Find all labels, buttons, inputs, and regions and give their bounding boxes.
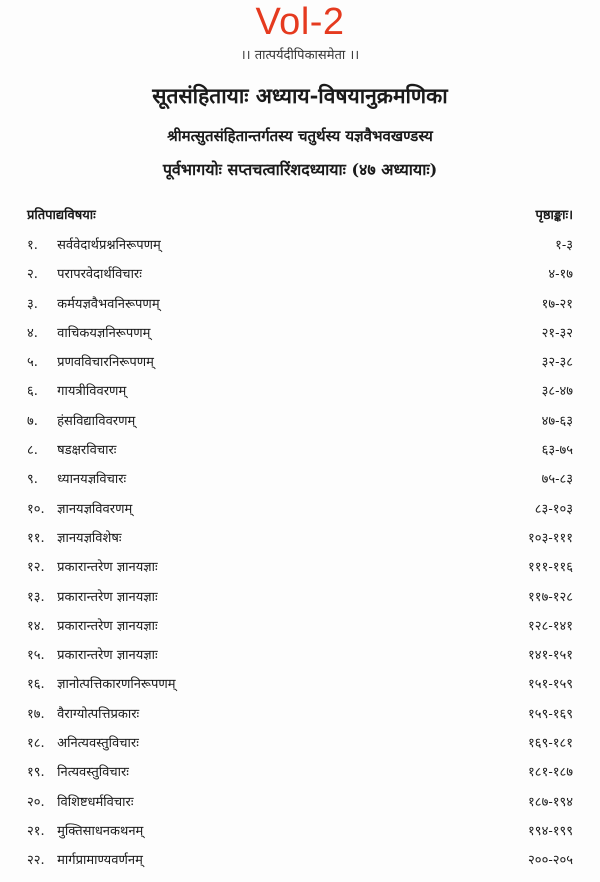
toc-entry bbox=[27, 383, 573, 412]
entry-pages: १२८-१४१ bbox=[528, 618, 573, 634]
toc-entry bbox=[27, 237, 573, 266]
pages-column-header: पृष्ठाङ्काः। bbox=[535, 208, 573, 223]
entry-pages: २००-२०५ bbox=[528, 853, 573, 869]
entry-title: हंसविद्याविवरणम् bbox=[57, 413, 136, 429]
entry-title: वैराग्योत्पत्तिप्रकारः bbox=[57, 706, 140, 722]
entry-pages: ७५-८३ bbox=[541, 472, 573, 488]
contents-list bbox=[27, 237, 573, 882]
toc-entry bbox=[27, 442, 573, 471]
entry-pages: १६९-१८१ bbox=[528, 736, 573, 752]
entry-number: ६. bbox=[27, 384, 38, 400]
toc-entry bbox=[27, 354, 573, 383]
toc-entry bbox=[27, 647, 573, 676]
entry-number: ९. bbox=[27, 472, 38, 488]
entry-number: १४. bbox=[27, 618, 45, 634]
entry-title: विशिष्टधर्मविचारः bbox=[57, 794, 134, 810]
toc-entry bbox=[27, 266, 573, 295]
entry-title: प्रकारान्तरेण ज्ञानयज्ञाः bbox=[57, 560, 158, 576]
toc-entry bbox=[27, 735, 573, 764]
entry-title: मुक्तिसाधनकथनम् bbox=[57, 823, 144, 839]
volume-banner: Vol-2 bbox=[255, 1, 345, 43]
entry-number: १३. bbox=[27, 589, 45, 605]
entry-pages: १०३-१११ bbox=[528, 530, 573, 546]
entry-title: ध्यानयज्ञविचारः bbox=[57, 472, 127, 488]
entry-title: ज्ञानयज्ञविशेषः bbox=[57, 530, 122, 546]
entry-number: ११. bbox=[27, 530, 45, 546]
entry-number: १९. bbox=[27, 765, 45, 781]
entry-title: कर्मयज्ञवैभवनिरूपणम् bbox=[57, 296, 160, 312]
toc-entry bbox=[27, 501, 573, 530]
entry-pages: ६३-७५ bbox=[541, 443, 573, 459]
entry-number: १५. bbox=[27, 648, 45, 664]
entry-pages: १४१-१५१ bbox=[528, 648, 573, 664]
entry-number: २०. bbox=[27, 794, 45, 810]
column-header bbox=[27, 205, 573, 223]
entry-title: सर्ववेदार्थप्रश्ननिरूपणम् bbox=[57, 238, 161, 253]
entry-pages: ३८-४७ bbox=[541, 384, 573, 400]
toc-entry bbox=[27, 764, 573, 793]
toc-entry bbox=[27, 325, 573, 354]
entry-title: प्रकारान्तरेण ज्ञानयज्ञाः bbox=[57, 589, 158, 605]
toc-entry bbox=[27, 559, 573, 588]
entry-title: प्रकारान्तरेण ज्ञानयज्ञाः bbox=[57, 648, 158, 664]
entry-pages: ३२-३८ bbox=[541, 355, 573, 371]
entry-title: षडक्षरविचारः bbox=[57, 443, 117, 459]
page-title: सूतसंहितायाः अध्याय-विषयानुक्रमणिका bbox=[152, 83, 448, 108]
entry-number: ४. bbox=[27, 325, 38, 341]
entry-pages: ४७-६३ bbox=[541, 413, 573, 429]
series-line: ।। तात्पर्यदीपिकासमेता ।। bbox=[240, 48, 360, 63]
entry-title: ज्ञानोत्पत्तिकारणनिरूपणम् bbox=[57, 677, 176, 693]
entry-number: ७. bbox=[27, 413, 38, 429]
toc-entry bbox=[27, 676, 573, 705]
entry-number: २. bbox=[27, 267, 38, 283]
entry-number: १७. bbox=[27, 706, 45, 722]
entry-title: नित्यवस्तुविचारः bbox=[57, 765, 129, 781]
entry-title: प्रणवविचारनिरूपणम् bbox=[57, 355, 154, 371]
entry-number: १. bbox=[27, 238, 38, 253]
toc-entry bbox=[27, 471, 573, 500]
entry-pages: १५१-१५९ bbox=[528, 677, 573, 693]
toc-entry bbox=[27, 852, 573, 881]
entry-pages: १५९-१६९ bbox=[528, 706, 573, 722]
entry-title: परापरवेदार्थविचारः bbox=[57, 267, 142, 283]
entry-title: वाचिकयज्ञनिरूपणम् bbox=[57, 325, 151, 341]
toc-entry bbox=[27, 618, 573, 647]
entry-number: २१. bbox=[27, 823, 45, 839]
entry-number: १८. bbox=[27, 736, 45, 752]
entry-title: ज्ञानयज्ञविवरणम् bbox=[57, 501, 133, 517]
toc-entry bbox=[27, 589, 573, 618]
page-subtitle: श्रीमत्सुतसंहितान्तर्गतस्य चतुर्थस्य यज्ञवैभवखण्डस्य bbox=[167, 127, 433, 145]
entry-pages: ११७-१२८ bbox=[528, 589, 573, 605]
entry-number: २२. bbox=[27, 853, 45, 869]
toc-entry bbox=[27, 296, 573, 325]
entry-pages: ८३-१०३ bbox=[534, 501, 573, 517]
entry-pages: १-३ bbox=[555, 238, 573, 253]
entry-pages: १७-२१ bbox=[541, 296, 573, 312]
entry-number: १६. bbox=[27, 677, 45, 693]
entry-pages: १११-११६ bbox=[528, 560, 573, 576]
entry-pages: १८७-१९४ bbox=[528, 794, 573, 810]
entry-title: गायत्रीविवरणम् bbox=[57, 384, 127, 400]
entry-title: प्रकारान्तरेण ज्ञानयज्ञाः bbox=[57, 618, 158, 634]
toc-entry bbox=[27, 413, 573, 442]
entry-number: ५. bbox=[27, 355, 38, 371]
entry-pages: २१-३२ bbox=[541, 325, 573, 341]
toc-entry bbox=[27, 794, 573, 823]
toc-entry bbox=[27, 706, 573, 735]
entry-number: १०. bbox=[27, 501, 45, 517]
entry-number: ३. bbox=[27, 296, 38, 312]
entry-number: १२. bbox=[27, 560, 45, 576]
entry-pages: १९४-१९९ bbox=[528, 823, 573, 839]
entry-title: मार्गप्रामाण्यवर्णनम् bbox=[57, 853, 143, 869]
toc-entry bbox=[27, 823, 573, 852]
entry-title: अनित्यवस्तुविचारः bbox=[57, 736, 139, 752]
section-heading: पूर्वभागयोः सप्तचत्वारिंशदध्यायाः (४७ अध्यायाः) bbox=[162, 160, 438, 179]
entry-number: ८. bbox=[27, 443, 38, 459]
entry-pages: ४-१७ bbox=[548, 267, 573, 283]
topic-column-header: प्रतिपाद्यविषयाः bbox=[27, 208, 96, 223]
toc-entry bbox=[27, 530, 573, 559]
entry-pages: १८१-१८७ bbox=[528, 765, 573, 781]
